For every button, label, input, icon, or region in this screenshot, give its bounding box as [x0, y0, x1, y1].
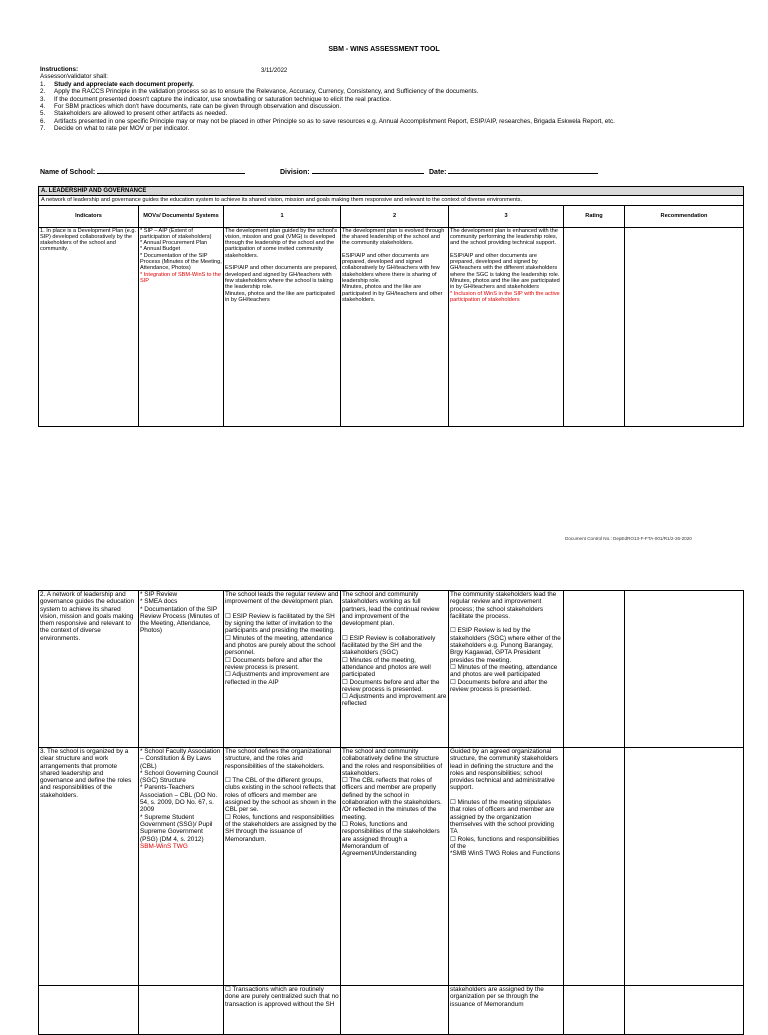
rating-cell[interactable] — [564, 227, 625, 426]
header-rating: Rating — [564, 205, 625, 227]
list-item: 2. Apply the RACCS Principle in the validation process so as to ensure the Relevance, Accuracy, Currency, Consistency, and Sufficiency of the documents. — [40, 88, 479, 96]
recommendation-cell[interactable] — [625, 986, 744, 1035]
indicator-cell: 3. The school is organized by a clear structure and work arrangements that promote shared leadership and governance and define the roles and responsibilities of the stakeholders. — [39, 748, 139, 986]
level-3-cell: stakeholders are assigned by the organization per se through the issuance of Memorandum — [449, 986, 564, 1035]
assessment-table-page1 — [38, 186, 744, 427]
school-label: Name of School: — [40, 169, 96, 176]
table-row — [39, 986, 744, 1035]
instructions-block — [40, 66, 720, 133]
school-field[interactable] — [40, 166, 245, 176]
level-2-cell — [341, 986, 449, 1035]
school-line[interactable] — [97, 166, 245, 174]
date-field[interactable] — [429, 166, 598, 176]
recommendation-cell[interactable] — [625, 748, 744, 986]
table-row — [39, 591, 744, 748]
movs-cell: * SIP Review * SMEA docs * Documentation of the SIP Review Process (Minutes of the Meeting, Attendance, Photos) — [139, 591, 224, 748]
instructions-label: Instructions: — [40, 66, 79, 73]
movs-red-text: SBM-WinS TWG — [140, 842, 188, 850]
movs-text: * SIP – AIP (Extent of participation of stakeholders) * Annual Procurement Plan * Annual Budget * Documentation of the SIP Process (Minutes of the Meeting, Attendance, Photos) — [140, 227, 222, 272]
section-title: A. LEADERSHIP AND GOVERNANCE — [39, 187, 744, 196]
rating-cell[interactable] — [564, 591, 625, 748]
date-line[interactable] — [448, 166, 598, 174]
rating-cell[interactable] — [564, 748, 625, 986]
document-title: SBM - WINS ASSESSMENT TOOL — [328, 46, 440, 53]
list-item: 6. Artifacts presented in one specific Principle may or may not be placed in other Principle so as to save resources e.g. Annual Accomplishment Report, ESIP/AIP, researches, Brigada Eskwela Report, etc. — [40, 117, 615, 125]
date-label: Date: — [429, 169, 447, 176]
indicator-cell: 1. In place is a Development Plan (e.g. SIP) developed collaboratively by the stakeholders of the school and community. — [39, 227, 139, 426]
instruction-list — [40, 81, 720, 133]
level-3-red-text: * Inclusion of WinS in the SIP with the active participation of stakeholders — [450, 290, 560, 303]
header-movs: MOVs/ Documents/ Systems — [139, 205, 224, 227]
level-1-cell: The school leads the regular review and improvement of the development plan. ☐ ESIP Review is facilitated by the SH by signing the letter of invitation to the participants and presiding the meeting. ☐ Minutes of the meeting, attendance and photos are purely about the school personnel. ☐ Documents before and after the review process is present. ☐ Adjustments and improvement are reflected in the AIP — [224, 591, 341, 748]
list-item: 1. Study and appreciate each document properly. — [40, 80, 194, 88]
movs-red-text: * Integration of SBM-WinS to the SIP — [140, 271, 221, 284]
recommendation-cell[interactable] — [625, 591, 744, 748]
assessment-table-page2 — [38, 590, 744, 1035]
document-date: 3/11/2022 — [261, 68, 288, 74]
header-level-2: 2 — [341, 205, 449, 227]
list-item: 7. Decide on what to rate per MOV or per indicator. — [40, 125, 190, 133]
section-description: A network of leadership and governance guides the education system to achieve its shared vision, mission and goals making them responsive and relevant to the context of diverse environments. — [39, 196, 744, 205]
level-1-cell: The school defines the organizational structure, and the roles and responsibilities of the stakeholders. ☐ The CBL of the different groups, clubs existing in the school reflects that roles of officers and member are assigned by the school as shown in the CBL per se. ☐ Roles, functions and responsibilities of the stakeholders are assigned by the SH through the issuance of Memorandum. — [224, 748, 341, 986]
level-3-cell: Guided by an agreed organizational structure, the community stakeholders lead in defining the structure and the roles and responsibilities; school provides technical and administrative support. ☐ Minutes of the meeting stipulates that roles of officers and member are assigned by the organization themselves with the school providing TA ☐ Roles, functions and responsibilities of the *SMB WinS TWG Roles and Functions — [449, 748, 564, 986]
recommendation-cell[interactable] — [625, 227, 744, 426]
list-item: 5. Stakeholders are allowed to present other artifacts as needed. — [40, 110, 228, 118]
indicator-cell — [39, 986, 139, 1035]
level-3-text: The development plan is enhanced with the community performing the leadership roles, and the school providing technical support. ESIP/AIP and other documents are prepared, developed and signed by GH/teachers with the different stakeholders where the SGC is taking the leadership role. Minutes, photos and the like are participated in by GH/teachers and stakeholders — [450, 227, 560, 291]
level-1-cell: The development plan guided by the school's vision, mission and goal (VMG) is developed through the leadership of the school and the participation of some invited community stakeholders. ESIP/AIP and other documents are prepared, developed and signed by GH/teachers with few stakeholders where the school is taking the leadership role. Minutes, photos and the like are participated in by GH/teachers — [224, 227, 341, 426]
header-level-3: 3 — [449, 205, 564, 227]
level-2-cell: The school and community stakeholders working as full partners, lead the continual review and improvement of the development plan. ☐ ESIP Review is collaboratively facilitated by the SH and the stakeholders (SGC) ☐ Minutes of the meeting, attendance and photos are well participated ☐ Documents before and after the review process is presented. ☐ Adjustments and improvement are reflected — [341, 591, 449, 748]
document-control-number: Document Control No.: DepEdRO13-F-FTA-001/R1/2-26-2020 — [565, 536, 692, 541]
level-2-cell: The school and community collaboratively define the structure and the roles and responsibilities of stakeholders. ☐ The CBL reflects that roles of officers and member are properly defined by the school in collaboration with the stakeholders. /Or reflected in the minutes of the meeting. ☐ Roles, functions and responsibilities of the stakeholders are assigned through a Memorandum of Agreement/Understanding — [341, 748, 449, 986]
level-3-cell: The community stakeholders lead the regular review and improvement process; the school stakeholders facilitate the process. ☐ ESIP Review is led by the stakeholders (SGC) where either of the stakeholders e.g. Punong Barangay, Brgy Kagawad, GPTA President presides the meeting. ☐ Minutes of the meeting, attendance and photos are well participated ☐ Documents before and after the review process is presented. — [449, 591, 564, 748]
movs-cell — [139, 986, 224, 1035]
level-1-cell: ☐ Transactions which are routinely done are purely centralized such that no transaction is approved without the SH — [224, 986, 341, 1035]
header-indicators: Indicators — [39, 205, 139, 227]
movs-cell — [139, 227, 224, 426]
table-row — [39, 227, 744, 426]
division-label: Division: — [280, 169, 310, 176]
school-info-fields — [40, 166, 740, 178]
indicator-cell: 2. A network of leadership and governance guides the education system to achieve its shared vision, mission and goals making them responsive and relevant to the context of diverse environments. — [39, 591, 139, 748]
table-row — [39, 748, 744, 986]
movs-cell — [139, 748, 224, 986]
list-item: 3. If the document presented doesn't capture the indicator, use snowballing or saturation technique to elicit the real practice. — [40, 95, 392, 103]
level-3-cell — [449, 227, 564, 426]
division-field[interactable] — [280, 166, 424, 176]
level-2-cell: The development plan is evolved through the shared leadership of the school and the community stakeholders. ESIP/AIP and other documents are prepared, developed and signed collaboratively by GH/teachers with few stakeholders where there is sharing of leadership role. Minutes, photos and the like are participated in by GH/teachers and other stakeholders. — [341, 227, 449, 426]
rating-cell[interactable] — [564, 986, 625, 1035]
header-level-1: 1 — [224, 205, 341, 227]
header-recommendation: Recommendation — [625, 205, 744, 227]
assessor-label: Assessor/validator shall: — [40, 73, 108, 81]
list-item: 4. For SBM practices which don't have documents, rate can be given through observation and discussion. — [40, 103, 342, 111]
movs-text: * School Faculty Association – Constitution & By Laws (CBL) * School Governing Council (SGC) Structure * Parents-Teachers Association – CBL (DO No. 54, s. 2009, DO No. 67, s. 2009 * Supreme Student Government (SSG)/ Pupil Supreme Government (PSG) (DM 4, s. 2012) — [140, 748, 221, 843]
division-line[interactable] — [312, 166, 424, 174]
